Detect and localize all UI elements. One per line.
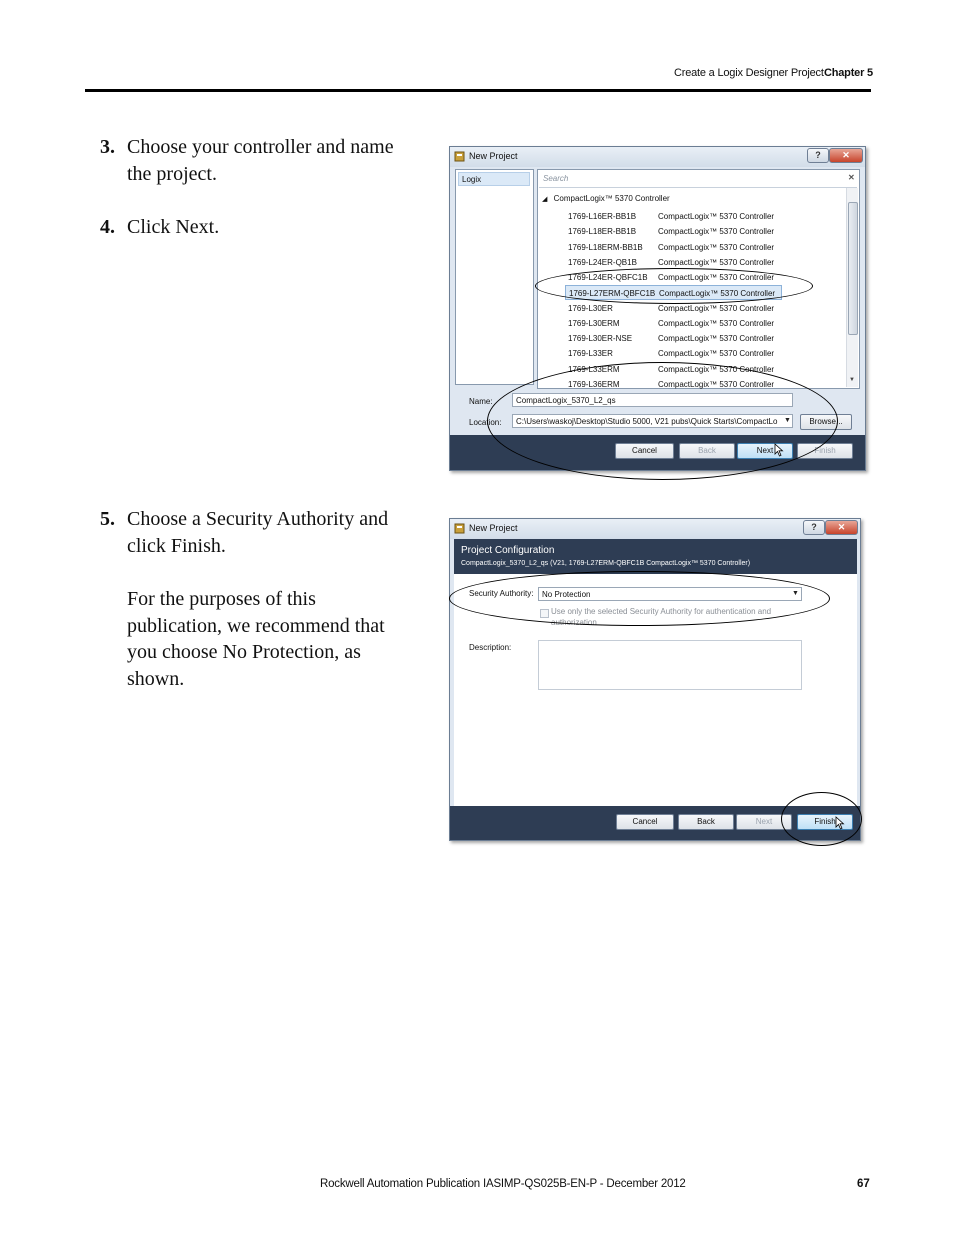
next-button[interactable]: Next: [736, 814, 792, 830]
controller-catalog: 1769-L30ER-NSE: [568, 334, 633, 343]
highlight-oval-controller: [535, 268, 813, 304]
dropdown-arrow-icon[interactable]: ▼: [784, 417, 791, 424]
description-textarea[interactable]: [538, 640, 802, 690]
controller-description: CompactLogix™ 5370 Controller: [658, 242, 775, 252]
controller-catalog: 1769-L24ER-QBFC1B: [568, 273, 648, 282]
app-icon: [454, 523, 465, 534]
highlight-oval-name-location: [487, 362, 838, 480]
controller-row[interactable]: [538, 224, 838, 239]
name-input[interactable]: CompactLogix_5370_L2_qs: [512, 393, 793, 407]
browse-button[interactable]: Browse...: [800, 414, 852, 430]
configuration-banner: [454, 539, 857, 574]
controller-catalog: 1769-L24ER-QB1B: [568, 257, 637, 267]
controller-description: CompactLogix™ 5370 Controller: [658, 212, 775, 221]
header-rule: [85, 89, 871, 92]
location-value: C:\Users\waskoj\Desktop\Studio 5000, V21 pubs\Quick Starts\CompactLo: [516, 417, 778, 426]
controller-description: CompactLogix™ 5370 Controller: [658, 334, 775, 343]
category-label: Logix: [462, 175, 482, 184]
controller-description: CompactLogix™ 5370 Controller: [658, 257, 775, 267]
help-button[interactable]: ?: [803, 520, 825, 535]
name-label: Name:: [469, 397, 493, 406]
back-button[interactable]: Back: [678, 814, 734, 830]
controller-description: CompactLogix™ 5370 Controller: [658, 227, 775, 237]
step-text: Choose a Security Authority and click Finish.: [127, 508, 389, 557]
section-title: Create a Logix Designer Project: [674, 67, 824, 79]
window-title: New Project: [469, 151, 518, 161]
controller-catalog: 1769-L36ERM: [568, 379, 620, 389]
controller-catalog: 1769-L33ER: [568, 349, 613, 359]
step-text: Choose your controller and name the project.: [127, 136, 394, 185]
project-configuration-dialog: [449, 518, 861, 841]
cancel-button[interactable]: Cancel: [616, 814, 674, 830]
highlight-oval-finish: [781, 792, 862, 846]
next-button[interactable]: Next: [737, 443, 793, 459]
close-button[interactable]: ✕: [825, 520, 858, 535]
dropdown-arrow-icon[interactable]: ▼: [792, 590, 799, 597]
close-button[interactable]: ✕: [829, 148, 863, 163]
tree-group-compactlogix[interactable]: [542, 194, 670, 203]
step-5-note: For the purposes of this publication, we recommend that you choose No Protection, as shown.: [127, 588, 385, 690]
cancel-button[interactable]: Cancel: [615, 443, 674, 459]
controller-description: CompactLogix™ 5370 Controller: [658, 379, 775, 389]
scroll-down-icon[interactable]: ▼: [849, 377, 855, 383]
finish-button[interactable]: Finish: [797, 443, 853, 459]
controller-catalog: 1769-L30ERM: [568, 318, 620, 328]
controller-row[interactable]: [538, 331, 838, 346]
banner-title: Project Configuration: [461, 545, 555, 556]
highlight-oval-security-authority: [449, 571, 830, 626]
step-number: 5.: [100, 508, 115, 530]
controller-row[interactable]: [538, 316, 838, 331]
step-number: 3.: [100, 136, 115, 158]
title-bar: [450, 519, 860, 539]
back-button[interactable]: Back: [679, 443, 735, 459]
scrollbar[interactable]: [846, 188, 858, 387]
description-label: Description:: [469, 643, 512, 652]
page-number: 67: [857, 1178, 870, 1190]
controller-catalog: 1769-L27ERM-QBFC1B: [569, 289, 656, 299]
controller-description: CompactLogix™ 5370 Controller: [659, 289, 776, 299]
controller-row[interactable]: [538, 240, 838, 255]
category-item-logix[interactable]: [458, 172, 530, 186]
search-placeholder: Search: [543, 174, 569, 183]
category-panel: [455, 169, 534, 385]
controller-catalog: 1769-L33ERM: [568, 364, 620, 374]
window-title: New Project: [469, 523, 518, 533]
app-icon: [454, 151, 465, 162]
clear-search-icon[interactable]: ✕: [848, 173, 855, 182]
controller-description: CompactLogix™ 5370 Controller: [658, 303, 775, 313]
controller-description: CompactLogix™ 5370 Controller: [658, 318, 775, 328]
group-label: CompactLogix™ 5370 Controller: [553, 194, 670, 203]
title-bar: [450, 147, 865, 167]
step-text: Click Next.: [127, 216, 220, 238]
controller-description: CompactLogix™ 5370 Controller: [658, 364, 775, 374]
finish-button[interactable]: Finish: [797, 814, 853, 830]
controller-row[interactable]: [538, 209, 838, 224]
publication-footer: Rockwell Automation Publication IASIMP-QS025B-EN-P - December 2012: [320, 1178, 686, 1190]
step-4: [100, 214, 410, 242]
search-box[interactable]: [539, 171, 857, 188]
security-authority-label: Security Authority:: [469, 589, 534, 598]
controller-row[interactable]: [538, 346, 838, 361]
controller-catalog: 1769-L18ER-BB1B: [568, 227, 637, 237]
authentication-checkbox-label: Use only the selected Security Authority for authentication and authorization: [551, 607, 772, 627]
location-label: Location:: [469, 418, 502, 427]
step-3: [100, 134, 410, 190]
step-number: 4.: [100, 216, 115, 238]
controller-catalog: 1769-L30ER: [568, 303, 613, 313]
controller-catalog: 1769-L18ERM-BB1B: [568, 242, 643, 252]
step-5: [100, 506, 410, 562]
chapter-label: Chapter 5: [824, 67, 873, 79]
help-button[interactable]: ?: [807, 148, 829, 163]
banner-subtitle: CompactLogix_5370_L2_qs (V21, 1769-L27ERM-QBFC1B CompactLogix™ 5370 Controller): [461, 560, 751, 567]
scrollbar-thumb[interactable]: [848, 202, 858, 335]
security-authority-value: No Protection: [542, 590, 591, 599]
controller-description: CompactLogix™ 5370 Controller: [658, 349, 775, 359]
controller-description: CompactLogix™ 5370 Controller: [658, 273, 775, 282]
controller-catalog: 1769-L16ER-BB1B: [568, 212, 637, 221]
expand-arrow-icon[interactable]: ◢: [542, 196, 548, 203]
